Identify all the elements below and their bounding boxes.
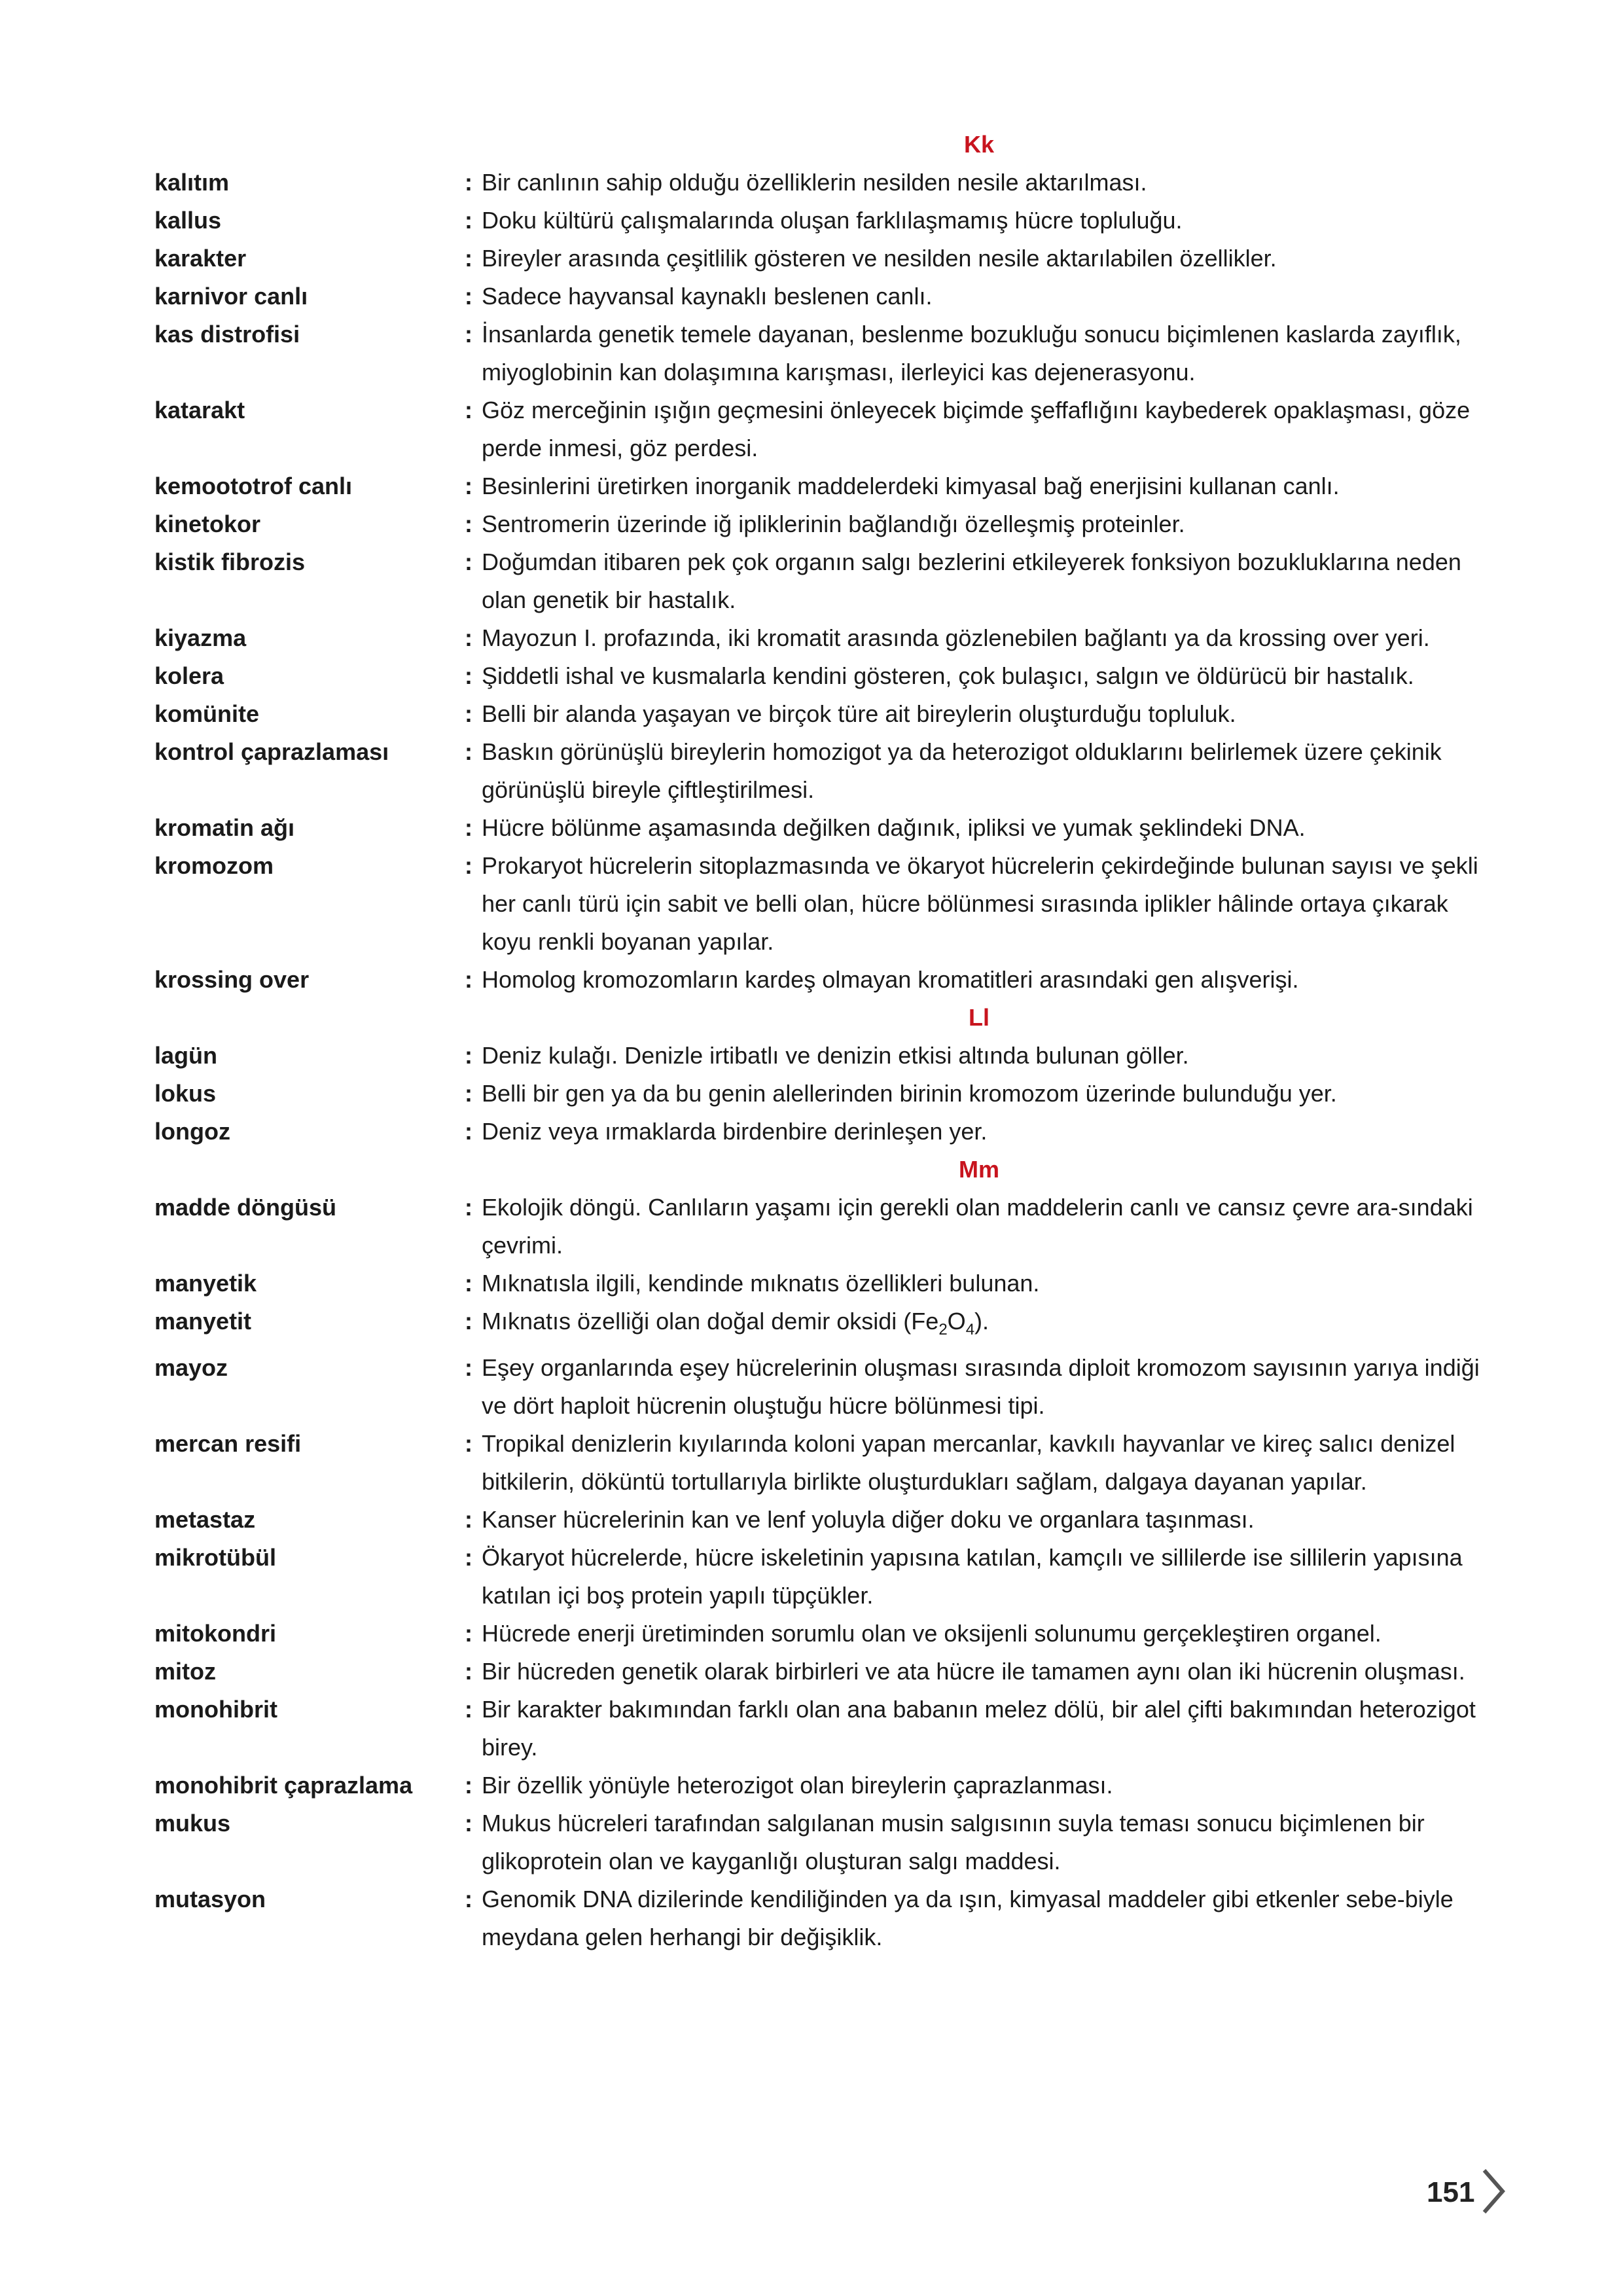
entry-definition [465,164,1489,202]
entry-definition [465,278,1489,315]
definition-text: İnsanlarda genetik temele dayanan, beslenme bozukluğu sonucu biçimlenen kaslarda zayıflık, miyoglobinin kan dolaşımına karışması, ilerleyici kas dejenerasyonu. [482,321,1461,386]
colon-separator: : [465,814,473,841]
entry-definition [465,505,1489,543]
definition-text-end: ). [974,1308,990,1335]
entry-term: longoz [154,1118,230,1145]
definition-text: Genomik DNA dizilerinde kendiliğinden ya da ışın, kimyasal maddeler gibi etkenler sebe-biyle meydana gelen herhangi bir değişiklik. [482,1886,1454,1950]
section-heading-k: Kk [963,131,995,158]
colon-separator: : [465,966,473,993]
entry-term: kallus [154,207,222,234]
entry-term: kolera [154,662,224,689]
entry-definition [465,543,1489,619]
glossary-entry [154,809,1489,847]
definition-text: Göz merceğinin ışığın geçmesini önleyecek biçimde şeffaflığını kaybederek opaklaşması, göze perde inmesi, göz perdesi. [482,397,1471,461]
entry-term: lokus [154,1080,217,1107]
entry-term: manyetik [154,1270,257,1297]
definition-text: Sentromerin üzerinde iğ ipliklerinin bağlandığı özelleşmiş proteinler. [482,511,1185,537]
page-number: 151 [1427,2176,1475,2208]
glossary-entry [154,202,1489,240]
glossary-entry [154,1804,1489,1880]
definition-text: Eşey organlarında eşey hücrelerinin oluşması sırasında diploit kromozom sayısının yarıya indiği ve dört haploit hücrenin oluştuğu hücre bölünmesi tipi. [482,1354,1480,1419]
entry-term: karnivor canlı [154,283,308,310]
definition-text: Belli bir alanda yaşayan ve birçok türe ait bireylerin oluşturduğu topluluk. [482,700,1236,727]
colon-separator: : [465,548,473,575]
section-heading-m: Mm [959,1156,999,1183]
glossary-entry [154,1037,1489,1075]
entry-definition [465,202,1489,240]
entry-term: monohibrit çaprazlama [154,1772,413,1799]
definition-text: Bir karakter bakımından farklı olan ana babanın melez dölü, bir alel çifti bakımından heterozigot birey. [482,1696,1476,1761]
entry-term: mikrotübül [154,1544,276,1571]
formula-element: O [947,1308,966,1335]
entry-definition [465,1539,1489,1615]
glossary-entry [154,1265,1489,1302]
glossary-entry [154,278,1489,315]
section-heading-l: Ll [969,1004,990,1031]
entry-term: mercan resifi [154,1430,302,1457]
colon-separator: : [465,169,473,196]
entry-definition [465,1075,1489,1113]
entry-definition [465,1767,1489,1804]
entry-term: monohibrit [154,1696,277,1723]
chevron-right-icon [1480,2168,1507,2215]
entry-term: kalıtım [154,169,230,196]
colon-separator: : [465,1042,473,1069]
definition-text: Kanser hücrelerinin kan ve lenf yoluyla diğer doku ve organlara taşınması. [482,1506,1255,1533]
formula-subscript: 2 [938,1321,948,1338]
entry-definition [465,1615,1489,1653]
entry-definition [465,1880,1489,1956]
colon-separator: : [465,1194,473,1221]
glossary-entry [154,961,1489,999]
entry-term: kiyazma [154,624,247,651]
definition-text: Mıknatısla ilgili, kendinde mıknatıs özellikleri bulunan. [482,1270,1040,1297]
entry-definition [465,733,1489,809]
colon-separator: : [465,283,473,310]
glossary-entry [154,1501,1489,1539]
colon-separator: : [465,1430,473,1457]
colon-separator: : [465,1506,473,1533]
glossary-entry [154,1349,1489,1425]
formula-subscript: 4 [965,1321,975,1338]
entry-definition [465,619,1489,657]
definition-text: Mayozun I. profazında, iki kromatit arasında gözlenebilen bağlantı ya da krossing over yeri. [482,624,1430,651]
colon-separator: : [465,1118,473,1145]
entry-definition [465,1265,1489,1302]
colon-separator: : [465,1544,473,1571]
glossary-entry [154,240,1489,278]
glossary-entry [154,1615,1489,1653]
entry-term: mukus [154,1810,231,1837]
entry-definition [465,1691,1489,1767]
entry-definition [465,809,1489,847]
entry-term: kistik fibrozis [154,548,306,575]
colon-separator: : [465,1270,473,1297]
definition-text: Ekolojik döngü. Canlıların yaşamı için gerekli olan maddelerin canlı ve cansız çevre ara-sındaki çevrimi. [482,1194,1473,1259]
entry-definition [465,391,1489,467]
glossary-entry [154,1691,1489,1767]
colon-separator: : [465,473,473,499]
entry-definition [465,1501,1489,1539]
colon-separator: : [465,738,473,765]
entry-term: kinetokor [154,511,261,537]
entry-term: manyetit [154,1308,252,1335]
colon-separator: : [465,245,473,272]
colon-separator: : [465,511,473,537]
entry-term: mitokondri [154,1620,276,1647]
entry-term: mayoz [154,1354,228,1381]
definition-text: Sadece hayvansal kaynaklı beslenen canlı. [482,283,933,310]
definition-text: Bir hücreden genetik olarak birbirleri ve ata hücre ile tamamen aynı olan iki hücrenin oluşması. [482,1658,1465,1685]
definition-text: Deniz kulağı. Denizle irtibatlı ve denizin etkisi altında bulunan göller. [482,1042,1189,1069]
definition-text: Homolog kromozomların kardeş olmayan kromatitleri arasındaki gen alışverişi. [482,966,1299,993]
colon-separator: : [465,397,473,423]
entry-term: komünite [154,700,260,727]
definition-text: Baskın görünüşlü bireylerin homozigot ya da heterozigot olduklarını belirlemek üzere çekinik görünüşlü bireyle çiftleştirilmesi. [482,738,1442,803]
definition-text: Mıknatıs özelliği olan doğal demir oksidi ( [482,1308,912,1335]
entry-term: mitoz [154,1658,216,1685]
glossary-entry [154,1425,1489,1501]
definition-text: Mukus hücreleri tarafından salgılanan musin salgısının suyla teması sonucu biçimlenen bir glikoprotein olan ve kayganlığı oluşturan salgı maddesi. [482,1810,1425,1874]
entry-definition [465,467,1489,505]
entry-term: kromatin ağı [154,814,295,841]
definition-text: Bireyler arasında çeşitlilik gösteren ve nesilden nesile aktarılabilen özellikler. [482,245,1277,272]
entry-definition [465,657,1489,695]
entry-definition [465,961,1489,999]
glossary-entry [154,1075,1489,1113]
definition-text: Deniz veya ırmaklarda birdenbire derinleşen yer. [482,1118,988,1145]
entry-term: madde döngüsü [154,1194,336,1221]
entry-definition [465,1037,1489,1075]
definition-text: Prokaryot hücrelerin sitoplazmasında ve ökaryot hücrelerin çekirdeğinde bulunan sayısı ve şekli her canlı türü için sabit ve belli olan, hücre bölünmesi sırasında iplikler hâlinde ortaya çıkarak koyu renkli boyanan yapılar. [482,852,1478,955]
entry-term: kemoototrof canlı [154,473,353,499]
glossary-entry [154,164,1489,202]
glossary [154,126,1489,1956]
entry-term: katarakt [154,397,245,423]
colon-separator: : [465,1658,473,1685]
entry-definition [465,847,1489,961]
entry-definition [465,1804,1489,1880]
colon-separator: : [465,1810,473,1837]
colon-separator: : [465,207,473,234]
colon-separator: : [465,1308,473,1335]
glossary-entry [154,1767,1489,1804]
definition-text: Şiddetli ishal ve kusmalarla kendini gösteren, çok bulaşıcı, salgın ve öldürücü bir hastalık. [482,662,1414,689]
glossary-entry [154,1113,1489,1151]
glossary-entry [154,391,1489,467]
definition-text: Bir canlının sahip olduğu özelliklerin nesilden nesile aktarılması. [482,169,1147,196]
glossary-entry [154,315,1489,391]
definition-text: Hücre bölünme aşamasında değilken dağınık, ipliksi ve yumak şeklindeki DNA. [482,814,1306,841]
colon-separator: : [465,321,473,348]
colon-separator: : [465,662,473,689]
glossary-entry [154,1539,1489,1615]
chemical-formula [911,1308,975,1338]
colon-separator: : [465,1620,473,1647]
entry-term: kas distrofisi [154,321,300,348]
entry-term: krossing over [154,966,310,993]
definition-text: Tropikal denizlerin kıyılarında koloni yapan mercanlar, kavkılı hayvanlar ve kireç salıcı denizel bitkilerin, döküntü tortullarıyla birlikte oluşturdukları sağlam, dalgaya dayanan yapılar. [482,1430,1455,1495]
entry-term: kromozom [154,852,274,879]
glossary-entry [154,733,1489,809]
colon-separator: : [465,1080,473,1107]
definition-text: Doğumdan itibaren pek çok organın salgı bezlerini etkileyerek fonksiyon bozukluklarına neden olan genetik bir hastalık. [482,548,1461,613]
entry-definition [465,695,1489,733]
colon-separator: : [465,852,473,879]
definition-text: Belli bir gen ya da bu genin alellerinden birinin kromozom üzerinde bulunduğu yer. [482,1080,1337,1107]
entry-term: karakter [154,245,247,272]
glossary-entry [154,1653,1489,1691]
definition-text: Besinlerini üretirken inorganik maddelerdeki kimyasal bağ enerjisini kullanan canlı. [482,473,1340,499]
entry-definition [465,240,1489,278]
entry-definition [465,1653,1489,1691]
glossary-entry [154,657,1489,695]
glossary-entry [154,505,1489,543]
entry-term: mutasyon [154,1886,266,1912]
entry-definition [465,1189,1489,1265]
colon-separator: : [465,1886,473,1912]
definition-text: Doku kültürü çalışmalarında oluşan farklılaşmamış hücre topluluğu. [482,207,1183,234]
entry-definition [465,1425,1489,1501]
entry-definition [465,1113,1489,1151]
colon-separator: : [465,1696,473,1723]
entry-definition [465,1349,1489,1425]
glossary-entry [154,543,1489,619]
glossary-entry [154,619,1489,657]
colon-separator: : [465,700,473,727]
entry-term: metastaz [154,1506,256,1533]
glossary-entry [154,1880,1489,1956]
colon-separator: : [465,1354,473,1381]
glossary-entry [154,695,1489,733]
glossary-entry [154,1189,1489,1265]
definition-text: Hücrede enerji üretiminden sorumlu olan ve oksijenli solunumu gerçekleştiren organel. [482,1620,1382,1647]
formula-element: Fe [911,1308,939,1335]
definition-text: Ökaryot hücrelerde, hücre iskeletinin yapısına katılan, kamçılı ve sillilerde ise sillilerin yapısına katılan içi boş protein yapılı tüpçükler. [482,1544,1463,1609]
colon-separator: : [465,1772,473,1799]
entry-definition [465,1302,1489,1349]
glossary-entry [154,1302,1489,1349]
glossary-entry [154,467,1489,505]
entry-term: kontrol çaprazlaması [154,738,389,765]
entry-term: lagün [154,1042,217,1069]
colon-separator: : [465,624,473,651]
glossary-entry [154,847,1489,961]
definition-text: Bir özellik yönüyle heterozigot olan bireylerin çaprazlanması. [482,1772,1113,1799]
entry-definition [465,315,1489,391]
